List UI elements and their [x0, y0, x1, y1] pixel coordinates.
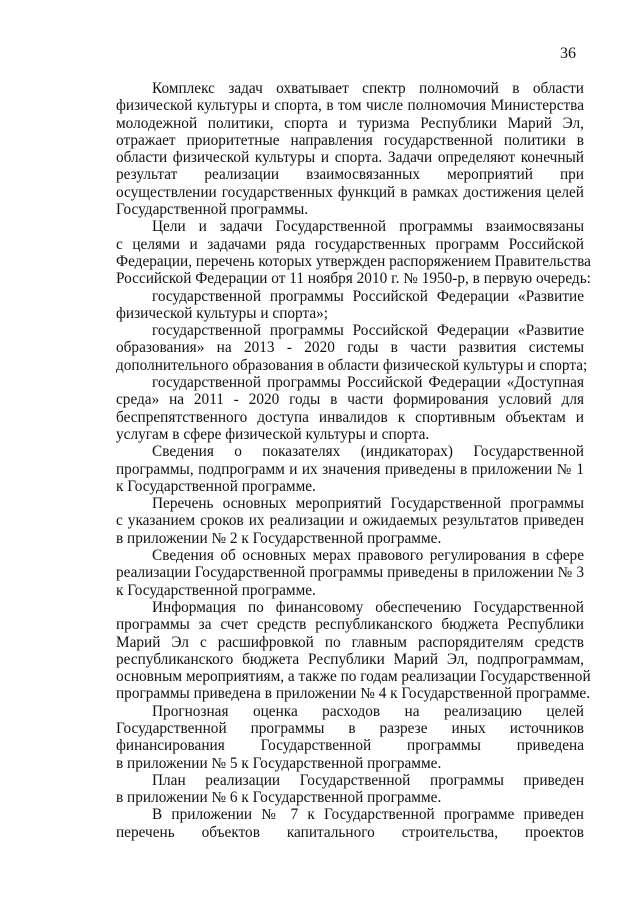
paragraph — [116, 806, 584, 841]
paragraph — [116, 443, 584, 495]
text-line: осуществлении государственных функций в рамках достижения целей — [116, 183, 584, 201]
document-body — [116, 80, 591, 841]
text-line: к Государственной программе. — [116, 477, 316, 495]
text-line: с целями и задачами ряда государственных программ Российской — [116, 235, 584, 253]
text-line: Государственной программы в разрезе иных источников — [116, 719, 584, 737]
text-line: Марий Эл с расшифровкой по главным распорядителям средств — [116, 633, 584, 651]
text-line: Информация по финансовому обеспечению Государственной — [152, 598, 584, 616]
text-line: программы за счет средств республиканского бюджета Республики — [116, 616, 584, 634]
text-line: программы, подпрограмм и их значения приведены в приложении № 1 — [116, 460, 584, 478]
text-line: физической культуры и спорта»; — [116, 304, 329, 322]
text-line: Сведения об основных мерах правового регулирования в сфере — [152, 547, 584, 565]
paragraph — [116, 495, 584, 547]
text-line: услугам в сфере физической культуры и спорта. — [116, 425, 430, 443]
text-line: Комплекс задач охватывает спектр полномочий в области — [152, 80, 584, 97]
text-line: результат реализации взаимосвязанных мероприятий при — [116, 166, 584, 184]
text-line: Сведения о показателях (индикаторах) Государственной — [152, 443, 584, 461]
paragraph — [116, 288, 584, 323]
page-number: 36 — [560, 45, 576, 62]
text-line: перечень объектов капитального строительства, проектов — [116, 823, 584, 841]
text-line: области физической культуры и спорта. Задачи определяют конечный — [116, 149, 584, 167]
text-line: государственной программы Российской Федерации «Развитие — [152, 287, 584, 305]
text-line: образования» на 2013 - 2020 годы в части развития системы — [116, 339, 584, 357]
text-line: молодежной политики, спорта и туризма Республики Марий Эл, — [116, 114, 584, 132]
text-line: основным мероприятиям, а также по годам реализации Государственной — [116, 668, 591, 686]
text-line: В приложении № 7 к Государственной программе приведен — [152, 806, 584, 824]
text-line: физической культуры и спорта, в том числе полномочия Министерства — [116, 97, 584, 115]
paragraph — [116, 703, 584, 772]
text-line: дополнительного образования в области физической культуры и спорта; — [116, 356, 588, 374]
text-line: к Государственной программе. — [116, 581, 316, 599]
text-line: Цели и задачи Государственной программы взаимосвязаны — [152, 218, 584, 236]
text-line: Перечень основных мероприятий Государственной программы — [152, 495, 584, 513]
text-line: отражает приоритетные направления государственной политики в — [116, 131, 584, 149]
paragraph — [116, 80, 584, 218]
text-line: программы приведена в приложении № 4 к Государственной программе. — [116, 685, 591, 703]
paragraph — [116, 598, 591, 703]
text-line: План реализации Государственной программы приведен — [152, 771, 584, 789]
text-line: реализации Государственной программы приведены в приложении № 3 — [116, 564, 584, 582]
text-line: финансирования Государственной программы приведена — [116, 737, 584, 755]
text-line: в приложении № 5 к Государственной программе. — [116, 754, 442, 772]
paragraph — [116, 322, 588, 374]
text-line: в приложении № 2 к Государственной программе. — [116, 529, 442, 547]
text-line: Российской Федерации от 11 ноября 2010 г. № 1950-р, в первую очередь: — [116, 270, 591, 288]
text-line: беспрепятственного доступа инвалидов к спортивным объектам и — [116, 408, 584, 426]
text-line: с указанием сроков их реализации и ожидаемых результатов приведен — [116, 512, 584, 530]
text-line: Федерации, перечень которых утвержден распоряжением Правительства — [116, 252, 591, 270]
text-line: государственной программы Российской Федерации «Доступная — [152, 374, 584, 392]
text-line: государственной программы Российской Федерации «Развитие — [152, 322, 584, 340]
text-line: республиканского бюджета Республики Марий Эл, подпрограммам, — [116, 650, 584, 668]
text-line: среда» на 2011 - 2020 годы в части формирования условий для — [116, 391, 584, 409]
paragraph — [116, 374, 584, 443]
text-line: Прогнозная оценка расходов на реализацию целей — [152, 702, 584, 720]
paragraph — [116, 772, 584, 807]
text-line: в приложении № 6 к Государственной программе. — [116, 789, 442, 807]
paragraph — [116, 218, 591, 288]
paragraph — [116, 547, 584, 599]
text-line: Государственной программы. — [116, 201, 309, 219]
